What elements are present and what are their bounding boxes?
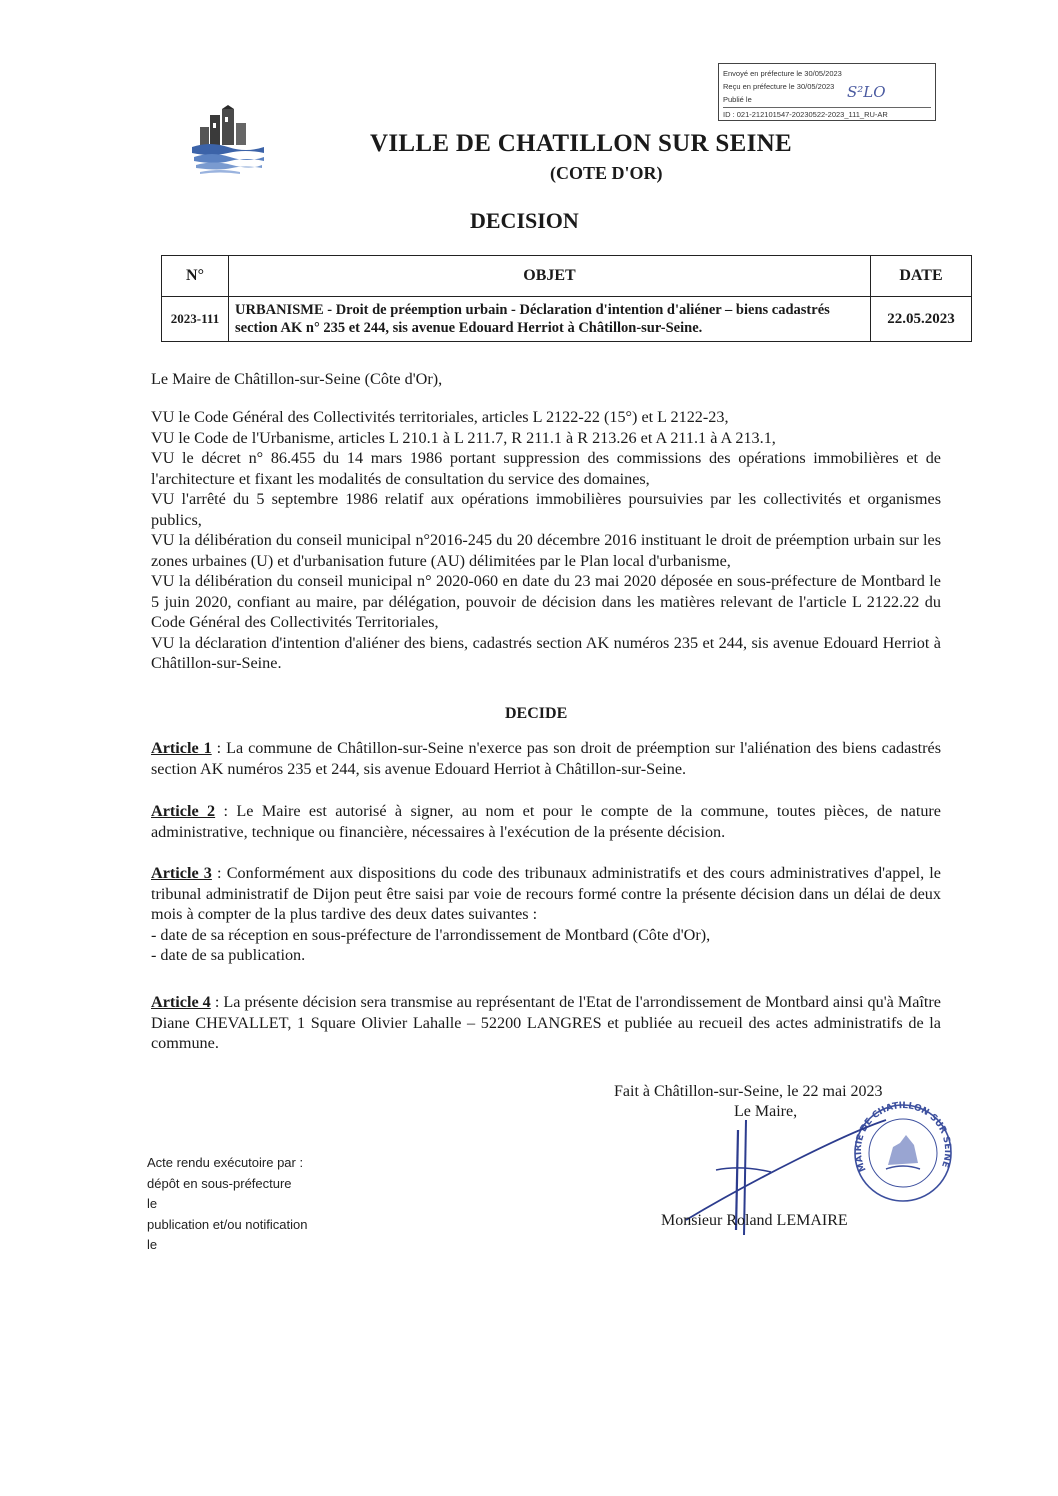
consideration-item: VU la délibération du conseil municipal n°2016-245 du 20 décembre 2016 instituant le droit de préemption urbain sur les zones urbaines (U) et d'urbanisation future (AU) délimitées par le Plan local d'urbanisme,: [151, 531, 941, 570]
table-row: [162, 297, 972, 342]
intro: [151, 369, 941, 390]
header-date: DATE: [871, 256, 972, 297]
article-label: Article 3: [151, 864, 212, 882]
signatory-role: Le Maire,: [734, 1103, 798, 1120]
header-number: N°: [162, 256, 229, 297]
article-text: : Le Maire est autorisé à signer, au nom et pour le compte de la commune, toutes pièces, de nature administrative, technique ou financière, nécessaires à l'exécution de la présente décision.: [151, 802, 941, 841]
consideration-item: VU le Code Général des Collectivités territoriales, articles L 2122-22 (15°) et L 2122-23,: [151, 408, 729, 426]
article-label: Article 1: [151, 739, 212, 757]
execution-line: publication et/ou notification: [147, 1216, 308, 1232]
city-name: VILLE DE CHATILLON SUR SEINE: [370, 130, 792, 157]
execution-line: Acte rendu exécutoire par :: [147, 1155, 304, 1170]
stamp-sent: Envoyé en préfecture le 30/05/2023: [723, 69, 842, 78]
execution-line: dépôt en sous-préfecture: [147, 1175, 292, 1191]
decision-date: 22.05.2023: [871, 297, 972, 342]
article-label: Article 2: [151, 802, 216, 820]
article-4: [151, 992, 941, 1054]
decision-object: [229, 297, 871, 342]
execution-note: [147, 1153, 307, 1256]
stamp-received: Reçu en préfecture le 30/05/2023: [723, 82, 835, 91]
header-object: OBJET: [229, 256, 871, 297]
place-date: Fait à Châtillon-sur-Seine, le 22 mai 2023: [614, 1083, 883, 1100]
decision-number: 2023-111: [162, 297, 229, 342]
consideration-item: VU la déclaration d'intention d'aliéner des biens, cadastrés section AK numéros 235 et 244, sis avenue Edouard Herriot à Châtillon-sur-Seine.: [151, 633, 941, 672]
considerations: [151, 407, 941, 674]
article-text: : Conformément aux dispositions du code des tribunaux administratifs et des cours administratives d'appel, le tribunal administratif de Dijon peut être saisi par voie de recours formé contre la présente décision dans un délai de deux mois à compter de la plus tardive des deux dates suivantes :: [151, 864, 941, 923]
consideration-item: VU le Code de l'Urbanisme, articles L 210.1 à L 211.7, R 211.1 à R 213.26 et A 211.1 à A 213.1,: [151, 428, 776, 447]
decision-table: [161, 255, 972, 342]
table-header-row: [162, 256, 972, 297]
article-item: - date de sa réception en sous-préfecture de l'arrondissement de Montbard (Côte d'Or),: [151, 925, 711, 944]
city-logo: [190, 105, 265, 177]
execution-line: le: [147, 1196, 158, 1211]
article-2: [151, 801, 941, 842]
department: (COTE D'OR): [550, 163, 663, 183]
stamp-published: Publié le: [723, 95, 752, 104]
article-1: [151, 738, 941, 779]
decide-heading: DECIDE: [505, 705, 568, 722]
execution-line: le: [147, 1237, 158, 1252]
stamp-handwritten: S²LO: [847, 83, 886, 101]
object-text: - Droit de préemption urbain - Déclaration d'intention d'aliéner – biens cadastrés section AK n° 235 et 244, sis avenue Edouard Herriot à Châtillon-sur-Seine.: [235, 302, 830, 336]
consideration-item: VU le décret n° 86.455 du 14 mars 1986 portant suppression des commissions des opérations immobilières et de l'architecture et fixant les modalités de consultation du service des domaines,: [151, 449, 941, 488]
stamp-id: ID : 021-212101547-20230522-2023_111_RU-AR: [723, 107, 931, 121]
consideration-item: VU la délibération du conseil municipal n° 2020-060 en date du 23 mai 2020 déposée en sous-préfecture de Montbard le 5 juin 2020, confiant au maire, par délégation, pouvoir de décision dans les matières relevant de l'article L 2122.22 du Code Général des Collectivités Territoriales,: [151, 572, 941, 631]
article-3: [151, 863, 941, 966]
article-text: : La commune de Châtillon-sur-Seine n'exerce pas son droit de préemption sur l'aliénation des biens cadastrés section AK numéros 235 et 244, sis avenue Edouard Herriot à Châtillon-sur-Seine.: [151, 739, 941, 778]
article-text: : La présente décision sera transmise au représentant de l'Etat de l'arrondissement de Montbard ainsi qu'à Maître Diane CHEVALLET, 1 Square Olivier Lahalle – 52200 LANGRES et publiée au recueil des actes administratifs de la commune.: [151, 993, 941, 1052]
prefecture-stamp: [718, 63, 936, 121]
signatory-name: Monsieur Roland LEMAIRE: [661, 1212, 848, 1229]
consideration-item: VU l'arrêté du 5 septembre 1986 relatif aux opérations immobilières poursuivies par les collectivités et organismes publics,: [151, 490, 941, 529]
document-title: DECISION: [470, 208, 579, 233]
article-item: - date de sa publication.: [151, 946, 306, 964]
intro-text: Le Maire de Châtillon-sur-Seine (Côte d'Or),: [151, 370, 443, 388]
seal-text: MAIRIE DE CHATILLON SUR SEINE: [853, 1101, 953, 1173]
article-label: Article 4: [151, 993, 211, 1011]
object-category: URBANISME: [235, 302, 324, 318]
